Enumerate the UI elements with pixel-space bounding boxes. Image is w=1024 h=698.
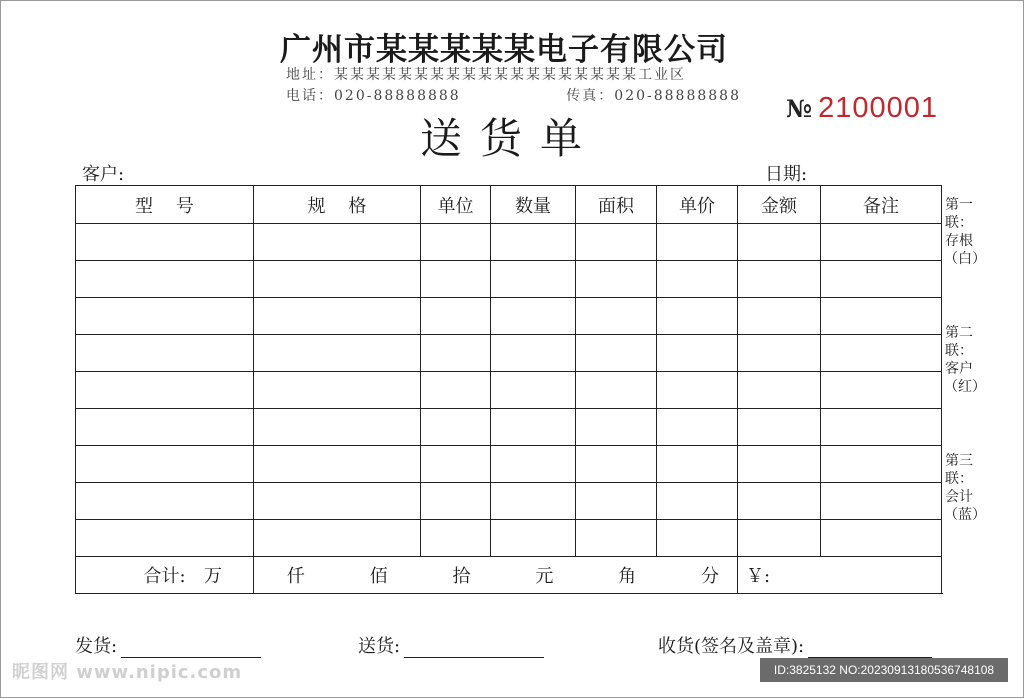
delivery-label: 送货:	[358, 636, 401, 657]
table-cell[interactable]	[491, 298, 576, 335]
date-label: 日期:	[765, 164, 808, 185]
table-cell[interactable]	[821, 298, 942, 335]
table-cell[interactable]	[421, 298, 491, 335]
table-cell[interactable]	[821, 520, 942, 557]
table-header-row	[76, 186, 942, 224]
table-cell[interactable]	[254, 224, 421, 261]
column-header: 面积	[576, 186, 657, 224]
table-cell[interactable]	[76, 298, 254, 335]
amount-in-words[interactable]	[204, 557, 738, 594]
table-cell[interactable]	[738, 520, 821, 557]
unit-shi: 拾	[452, 566, 471, 587]
table-cell[interactable]	[576, 372, 657, 409]
table-cell[interactable]	[491, 261, 576, 298]
delivery-table	[75, 185, 942, 594]
table-cell[interactable]	[254, 261, 421, 298]
table-row	[76, 261, 942, 298]
unit-qian: 仟	[286, 566, 305, 587]
table-cell[interactable]	[657, 261, 738, 298]
table-cell[interactable]	[576, 298, 657, 335]
table-cell[interactable]	[491, 224, 576, 261]
table-row	[76, 446, 942, 483]
table-cell[interactable]	[76, 335, 254, 372]
column-header: 型 号	[76, 186, 254, 224]
table-cell[interactable]	[491, 520, 576, 557]
delivery-field[interactable]	[358, 632, 544, 658]
total-label: 合计:	[76, 557, 254, 594]
table-cell[interactable]	[76, 483, 254, 520]
table-cell[interactable]	[657, 446, 738, 483]
table-cell[interactable]	[738, 483, 821, 520]
table-cell[interactable]	[421, 520, 491, 557]
table-cell[interactable]	[421, 224, 491, 261]
table-row	[76, 483, 942, 520]
table-cell[interactable]	[421, 409, 491, 446]
unit-wan: 万	[204, 566, 222, 587]
table-cell[interactable]	[254, 298, 421, 335]
table-cell[interactable]	[576, 446, 657, 483]
delivery-blank[interactable]	[404, 639, 544, 658]
receiver-label: 收货(签名及盖章):	[658, 636, 805, 657]
column-header: 金额	[738, 186, 821, 224]
yen-label: ￥:	[746, 566, 771, 587]
table-cell[interactable]	[821, 261, 942, 298]
table-cell[interactable]	[821, 224, 942, 261]
table-cell[interactable]	[657, 520, 738, 557]
customer-label: 客户:	[82, 164, 125, 185]
column-header: 备注	[821, 186, 942, 224]
table-cell[interactable]	[738, 335, 821, 372]
table-cell[interactable]	[421, 483, 491, 520]
table-cell[interactable]	[491, 446, 576, 483]
table-cell[interactable]	[657, 372, 738, 409]
shipper-blank[interactable]	[121, 639, 261, 658]
table-body	[76, 224, 942, 557]
table-cell[interactable]	[821, 483, 942, 520]
table-cell[interactable]	[821, 446, 942, 483]
table-cell[interactable]	[76, 520, 254, 557]
copy-note-1: 第一联：存根（白）	[944, 197, 986, 267]
table-cell[interactable]	[254, 335, 421, 372]
table-cell[interactable]	[576, 409, 657, 446]
table-cell[interactable]	[576, 224, 657, 261]
table-cell[interactable]	[738, 409, 821, 446]
table-cell[interactable]	[76, 372, 254, 409]
unit-yuan: 元	[535, 566, 554, 587]
table-row	[76, 409, 942, 446]
table-cell[interactable]	[491, 409, 576, 446]
table-cell[interactable]	[76, 409, 254, 446]
shipper-field[interactable]	[75, 632, 261, 658]
table-cell[interactable]	[738, 298, 821, 335]
receiver-blank[interactable]	[808, 639, 932, 658]
copy-note-2: 第二联：客户（红）	[944, 325, 986, 395]
table-cell[interactable]	[821, 409, 942, 446]
company-name: 广州市某某某某某电子有限公司	[280, 32, 728, 68]
table-cell[interactable]	[657, 298, 738, 335]
site-watermark: 昵图网 www.nipic.com	[12, 662, 243, 683]
table-cell[interactable]	[421, 372, 491, 409]
unit-bai: 佰	[369, 566, 388, 587]
table-cell[interactable]	[821, 372, 942, 409]
table-cell[interactable]	[76, 446, 254, 483]
serial-number-value: 2100001	[818, 92, 938, 124]
table-row	[76, 520, 942, 557]
table-row	[76, 335, 942, 372]
column-header: 数量	[491, 186, 576, 224]
unit-jiao: 角	[618, 566, 637, 587]
table-cell[interactable]	[657, 224, 738, 261]
column-header: 单价	[657, 186, 738, 224]
number-sign: №	[786, 94, 813, 123]
table-cell[interactable]	[657, 409, 738, 446]
phone-text: 电话：020-88888888	[286, 88, 461, 104]
table-cell[interactable]	[76, 261, 254, 298]
table-cell[interactable]	[738, 372, 821, 409]
table-cell[interactable]	[254, 483, 421, 520]
table-cell[interactable]	[76, 224, 254, 261]
table-cell[interactable]	[491, 372, 576, 409]
table-cell[interactable]	[254, 372, 421, 409]
copy-note	[944, 196, 986, 580]
column-header: 单位	[421, 186, 491, 224]
company-address: 地址：某某某某某某某某某某某某某某某某某某某工业区	[286, 67, 686, 83]
table-cell[interactable]	[576, 483, 657, 520]
fax-text: 传真：020-88888888	[566, 88, 741, 104]
amount-in-figures[interactable]	[738, 557, 942, 594]
table-row	[76, 372, 942, 409]
table-cell[interactable]	[657, 483, 738, 520]
table-cell[interactable]	[254, 446, 421, 483]
contact-row	[286, 85, 741, 105]
table-cell[interactable]	[738, 261, 821, 298]
table-cell[interactable]	[421, 335, 491, 372]
receiver-field[interactable]	[658, 632, 932, 658]
customer-blank[interactable]	[128, 167, 242, 186]
table-cell[interactable]	[491, 483, 576, 520]
document-title: 送货单	[420, 114, 601, 163]
table-cell[interactable]	[576, 520, 657, 557]
table-row	[76, 298, 942, 335]
table-cell[interactable]	[576, 335, 657, 372]
table-row	[76, 224, 942, 261]
table-cell[interactable]	[421, 261, 491, 298]
date-blank[interactable]	[811, 167, 931, 186]
table-cell[interactable]	[254, 409, 421, 446]
unit-fen: 分	[700, 566, 719, 587]
table-cell[interactable]	[738, 224, 821, 261]
shipper-label: 发货:	[75, 636, 118, 657]
table-cell[interactable]	[491, 335, 576, 372]
table-cell[interactable]	[657, 335, 738, 372]
table-cell[interactable]	[738, 446, 821, 483]
table-cell[interactable]	[254, 520, 421, 557]
column-header: 规 格	[254, 186, 421, 224]
table-cell[interactable]	[576, 261, 657, 298]
serial-number	[786, 92, 938, 125]
image-id-bar: ID:3825132 NO:20230913180536748108	[760, 658, 1008, 682]
date-field[interactable]	[765, 160, 931, 186]
customer-field[interactable]	[82, 160, 242, 186]
table-cell[interactable]	[821, 335, 942, 372]
copy-note-3: 第三联：会计（蓝）	[944, 453, 986, 523]
total-row	[76, 557, 942, 594]
table-cell[interactable]	[421, 446, 491, 483]
